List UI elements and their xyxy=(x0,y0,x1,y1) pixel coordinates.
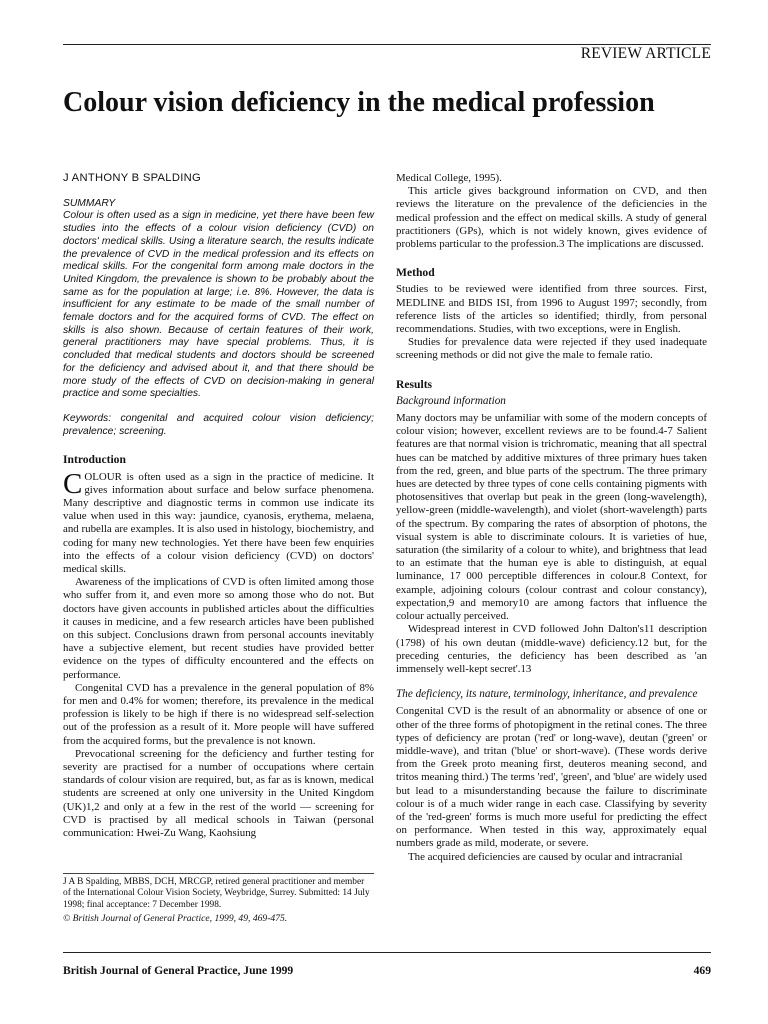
right-paragraph-1: This article gives background information on CVD, and then reviews the literature on the prevalence of the deficiencies in the medical profession and the effect on medical skills. A study of general practitioners (GPs), which is not widely known, gives evidence of problems particular to the profession.3 The implications are discussed. xyxy=(396,185,707,251)
intro-paragraph-4: Prevocational screening for the deficiency and further testing for severity are practised for a number of occupations where certain standards of colour vision are required, but, as far as is known, medical students are screened at only one university in the United Kingdom (UK)1,2 and only at a few in the rest of the world — screening for CVD is practised by all medical schools in Taiwan (personal communication: Hwei-Zu Wang, Kaohsiung xyxy=(63,747,374,840)
section-label: REVIEW ARTICLE xyxy=(580,45,711,62)
results-heading: Results xyxy=(396,377,433,391)
page-number: 469 xyxy=(693,964,711,977)
intro-paragraph-3: Congenital CVD has a prevalence in the general population of 8% for men and 0.4% for women; therefore, its prevalence in the medical profession is likely to be high if there is no widespread self-selection out of the profession as a result of it. More people will have suffered from the acquired forms, but the prevalence is not known. xyxy=(63,681,374,747)
introduction-heading: Introduction xyxy=(63,453,126,467)
deficiency-heading: The deficiency, its nature, terminology, inheritance, and prevalence xyxy=(396,688,698,701)
footer-journal: British Journal of General Practice, June 1999 xyxy=(63,964,294,977)
keywords: Keywords: congenital and acquired colour vision deficiency; prevalence; screening. xyxy=(63,412,374,437)
deficiency-paragraph-2: The acquired deficiencies are caused by ocular and intracranial xyxy=(408,850,683,863)
summary-text: Colour is often used as a sign in medicine, yet there have been few studies into the effects of a colour vision deficiency (CVD) on doctors' medical skills. Using a literature search, the results indicate the prevalence of CVD in the medical profession and its effects on medical skills. For the congenital form among male doctors in the United Kingdom, the prevalence is shown to be probably about the same as for the population at large; i.e. 8%. However, the data is insufficient for any estimate to be made of the small number of female doctors and for the acquired forms of CVD. The effect on skills is also shown. Because of certain features of their work, general practitioners may have special problems. Thus, it is concluded that medical students and doctors should be screened for the deficiency and advised about it, and that there should be more study of the effects of CVD on decision-making in general practice and some specialties. xyxy=(63,210,374,400)
deficiency-paragraph-1: Congenital CVD is the result of an abnormality or absence of one or other of the three forms of photopigment in the retinal cones. The three types of deficiency are protan ('red' or long-wave), deutan ('green' or middle-wave), and tritan ('blue' or short-wave). (These words derive from the Greek proto meaning first, deuteros meaning second, and tritos meaning third.) The terms 'red', 'green', and 'blue' are widely used but lead to a misunderstanding because the failure to discriminate colour is of a much wider range in each case. Classifying by severity of the 'red-green' forms is much more useful for predicting the effect on performance. When tested in this way, approximately equal numbers grade as mild, moderate, or severe. xyxy=(396,705,707,850)
method-paragraph-1: Studies to be reviewed were identified from three sources. First, MEDLINE and BIDS ISI, from 1996 to August 1997; secondly, from reference lists of the articles so identified; thirdly, from personal recommendations. Studies, with two exceptions, were in English. xyxy=(396,283,707,336)
copyright-line: © British Journal of General Practice, 1999, 49, 469-475. xyxy=(63,913,288,924)
right-column xyxy=(396,172,707,864)
background-paragraph-2: Widespread interest in CVD followed John Dalton's11 description (1798) of his own deutan (middle-wave) deficiency.12 but, for the preceding centuries, the deficiency has been described as 'an immensely well-kept secret'.13 xyxy=(396,623,707,675)
background-heading: Background information xyxy=(396,394,506,407)
intro-paragraph-1 xyxy=(63,467,374,577)
background-paragraph-1: Many doctors may be unfamiliar with some of the modern concepts of colour vision; however, excellent reviews are to be found.4-7 Salient features are that normal vision is trichromatic, meaning that all spectral hues can be matched by additive mixtures of three primary hues taken from the red, green, and blue parts of the spectrum. The three primary hues are detected by three types of cone cells containing pigments with photosensitives that overlap but peak in the green (long-wavelength), yellow-green (middle-wavelength), and violet (short-wavelength) parts of the spectrum. By comparing the rates of absorption of photons, the visual system is able to discriminate colours. It is varieties of hue, saturation (the similarity of a colour to white), and brightness that lead to an estimate that the human eye is able to distinguish, at equal luminance, 17 000 perceptible differences in colour.8 Context, for example, adjoining colours (colour contrast and colour constancy), expectation,9 and memory10 are among factors that influence the colour actually perceived. xyxy=(396,412,707,623)
method-heading: Method xyxy=(396,266,435,280)
intro-paragraph-2: Awareness of the implications of CVD is often limited among those who suffer from it, and even more so among those who do not. But doctors have given accounts in published articles about the difficulties it causes in medicine, and a few research articles have been published on this subject. Conclusions drawn from personal accounts inevitably have a subjective element, but recent studies have provided better evidence on the types of difficulty encountered and the effects on performance. xyxy=(63,576,374,681)
footer-rule xyxy=(63,952,711,953)
drop-cap: C xyxy=(63,467,83,500)
author-name: J ANTHONY B SPALDING xyxy=(63,172,202,184)
continued-text: Medical College, 1995). xyxy=(396,172,502,184)
method-paragraph-2: Studies for prevalence data were rejected if they used inadequate screening methods or did not give the male to female ratio. xyxy=(396,336,707,362)
author-footnote: J A B Spalding, MBBS, DCH, MRCGP, retired general practitioner and member of the International Colour Vision Society, Weybridge, Surrey. Submitted: 14 July 1998; final acceptance: 7 December 1998. xyxy=(63,873,374,911)
intro-paragraph-1-text: OLOUR is often used as a sign in the practice of medicine. It gives information about surface and below surface phenomena. Many descriptive and diagnostic terms in common use indicate its value when used in this way: jaundice, cyanosis, erythema, melaena, and rubella are examples. It is also used in histology, biochemistry, and coding for many new technologies. Yet there have been few enquiries into the effects of a colour vision deficiency (CVD) on doctors' medical skills. xyxy=(63,470,374,575)
summary-heading: SUMMARY xyxy=(63,198,116,210)
left-column xyxy=(63,172,374,840)
article-title: Colour vision deficiency in the medical profession xyxy=(63,87,655,118)
